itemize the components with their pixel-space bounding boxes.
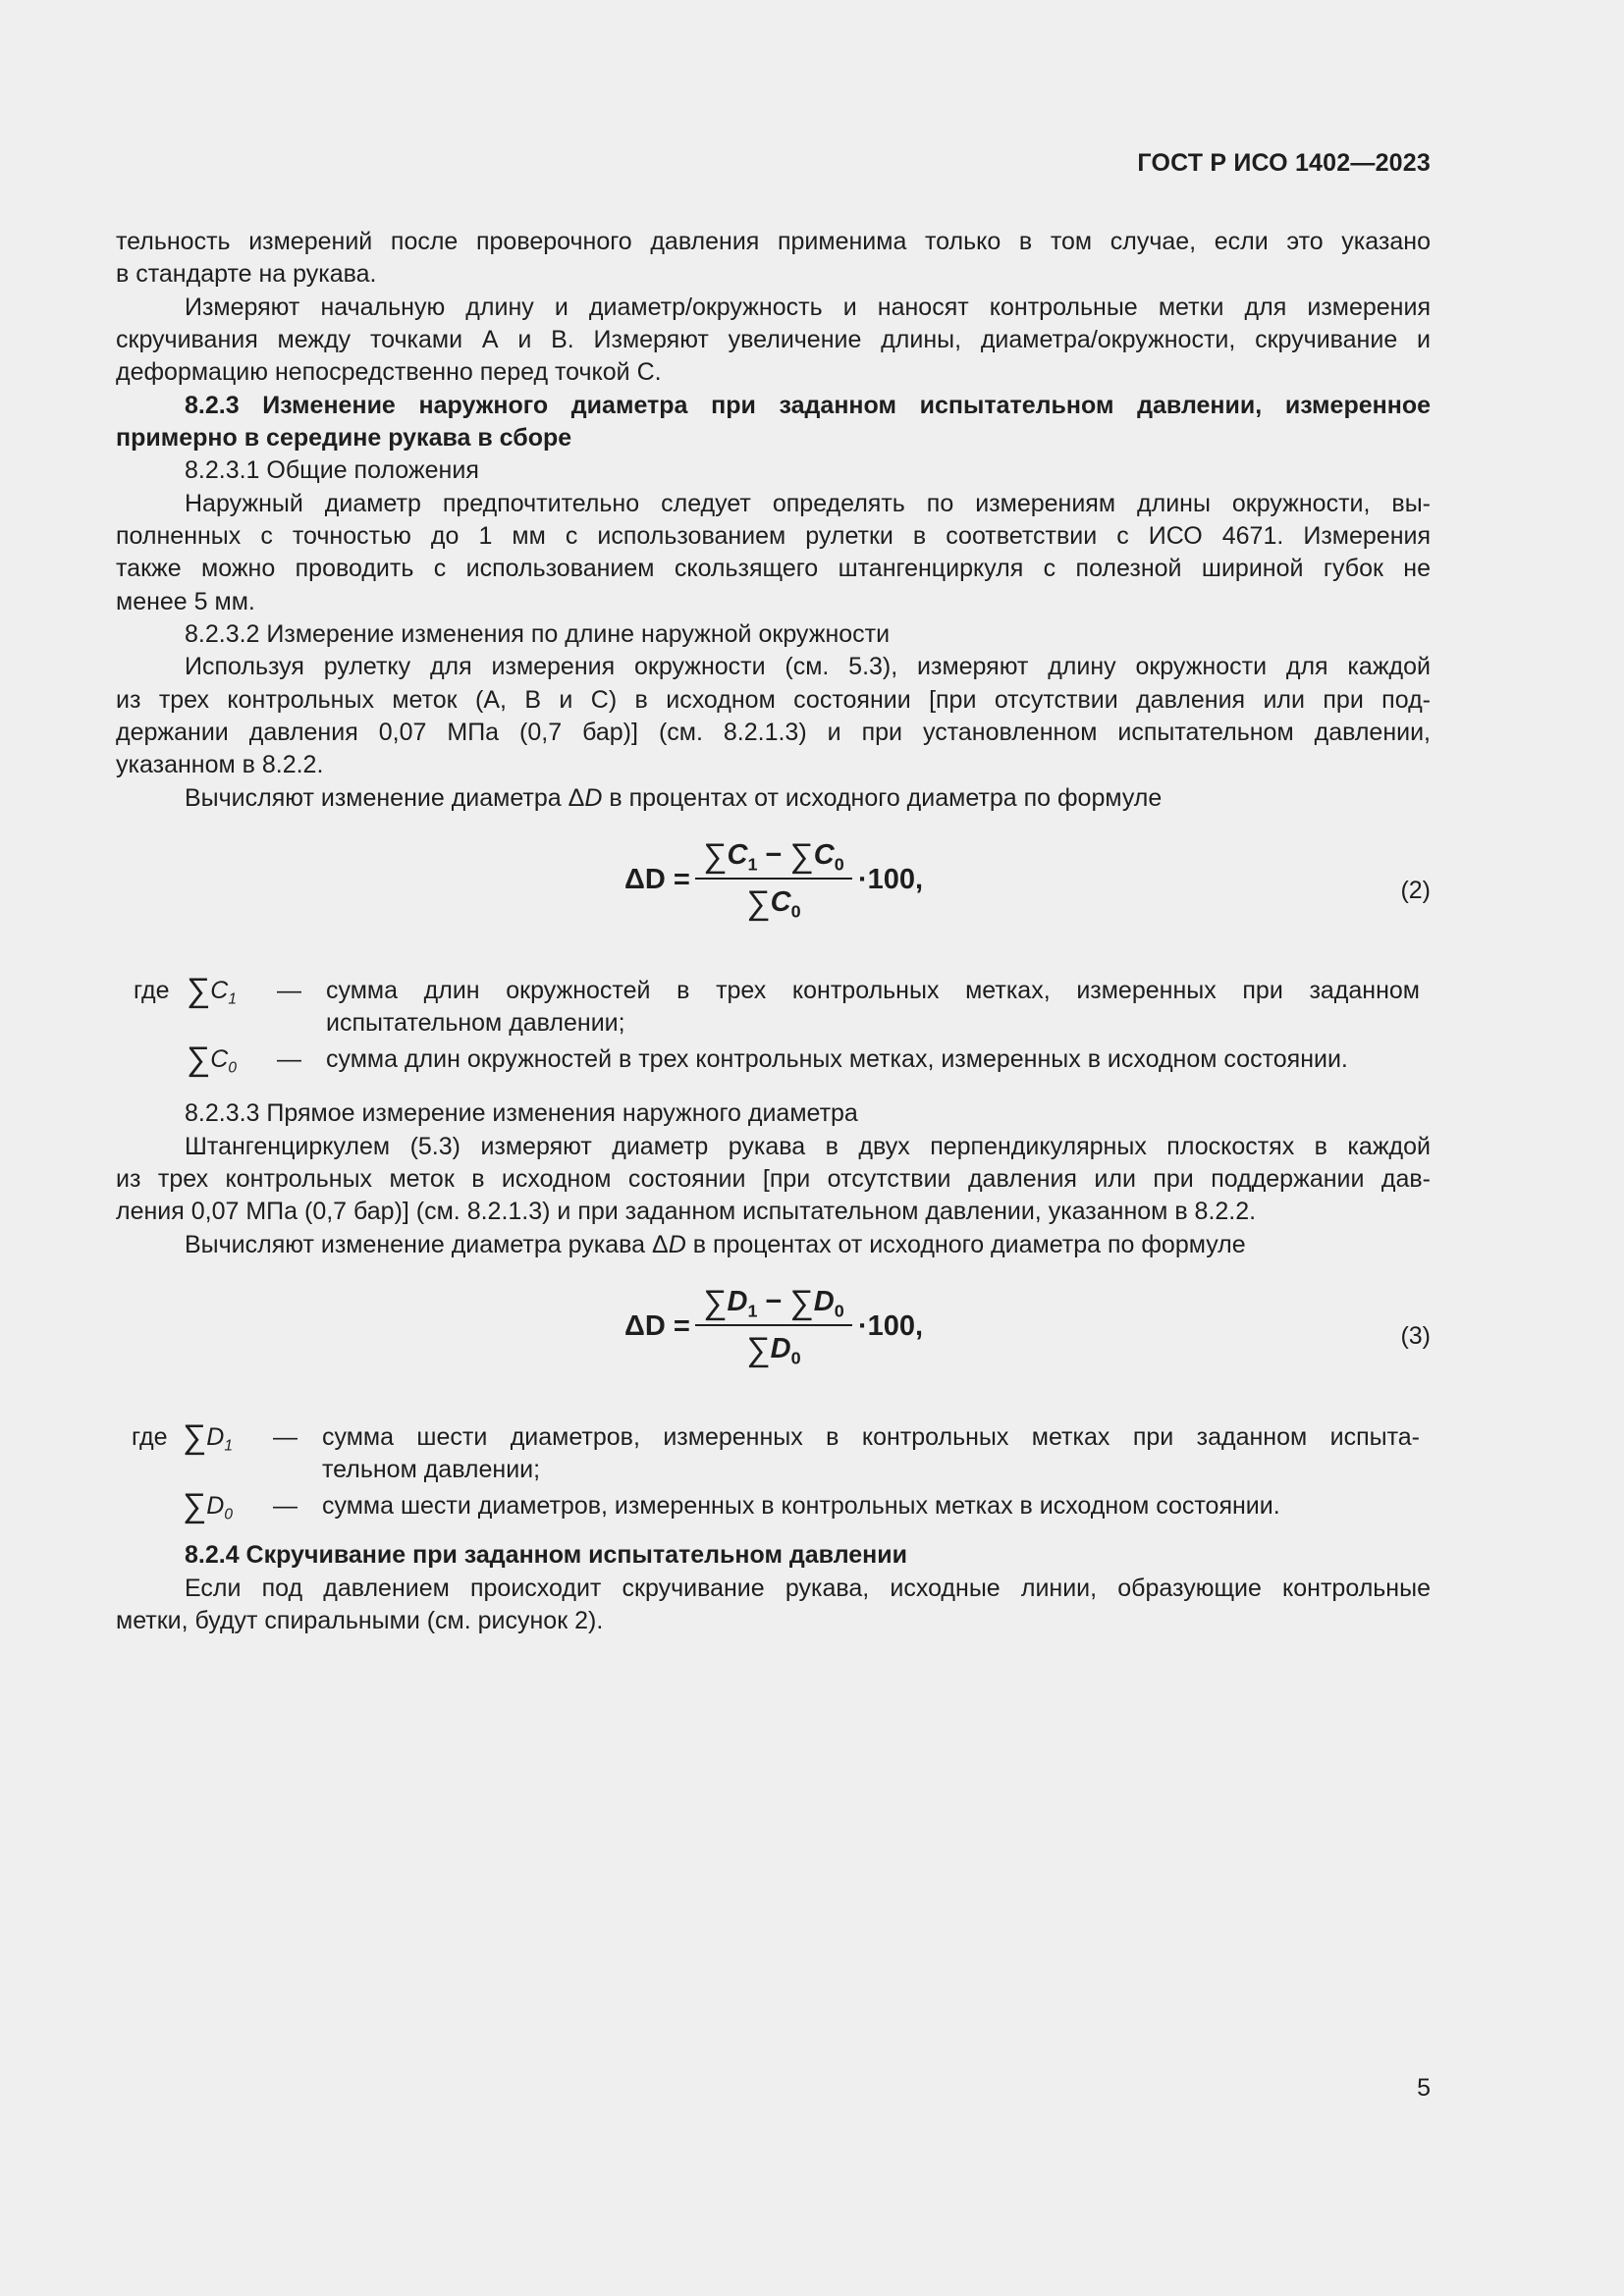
text-line: из трех контрольных меток в исходном состоянии [при отсутствии давления или при поддержании дав- (116, 1165, 1431, 1193)
text-line: менее 5 мм. (116, 588, 255, 615)
legend-label: где (132, 1423, 168, 1451)
legend-dash: — (273, 1423, 298, 1451)
legend-dash: — (273, 1492, 298, 1520)
text-line: Если под давлением происходит скручивание рукава, исходные линии, образующие контрольные (185, 1575, 1431, 1602)
legend-symbol: $\sum D_0$ (183, 1487, 233, 1524)
legend-dash: — (277, 1045, 301, 1073)
formula-fraction (695, 1281, 852, 1369)
text-line: Вычисляют изменение диаметра рукава ΔD в процентах от исходного диаметра по формуле (185, 1231, 1246, 1258)
subsection-heading: 8.2.3.1 Общие положения (185, 456, 479, 484)
text-line: держании давления 0,07 МПа (0,7 бар)] (см. 8.2.1.3) и при установленном испытательном давлении, (116, 719, 1431, 746)
text-line: ления 0,07 МПа (0,7 бар)] (см. 8.2.1.3) и при заданном испытательном давлении, указанном в 8.2.2. (116, 1198, 1257, 1225)
legend-text: тельном давлении; (322, 1456, 541, 1483)
equation-number: (2) (1400, 877, 1431, 904)
text-line: указанном в 8.2.2. (116, 751, 324, 778)
subsection-heading: 8.2.3.3 Прямое измерение изменения наружного диаметра (185, 1099, 858, 1127)
legend-text: сумма шести диаметров, измеренных в контрольных метках при заданном испыта- (322, 1423, 1420, 1451)
formula-legend-2 (0, 972, 1624, 1083)
legend-text: сумма длин окружностей в трех контрольных метках, измеренных при заданном (326, 977, 1420, 1004)
text-line: в стандарте на рукава. (116, 260, 377, 288)
legend-text: испытательном давлении; (326, 1009, 625, 1037)
section-heading: 8.2.3 Изменение наружного диаметра при заданном испытательном давлении, измеренное (185, 392, 1431, 419)
formula-rhs: ·100, (858, 1310, 924, 1342)
legend-symbol: $\sum D_1$ (183, 1418, 233, 1456)
legend-text: сумма длин окружностей в трех контрольных метках, измеренных в исходном состоянии. (326, 1045, 1348, 1073)
text-line: Измеряют начальную длину и диаметр/окружность и наносят контрольные метки для измерения (185, 294, 1431, 321)
text-line: Используя рулетку для измерения окружности (см. 5.3), измеряют длину окружности для каждой (185, 653, 1431, 680)
text-line: Вычисляют изменение диаметра ΔD в процентах от исходного диаметра по формуле (185, 784, 1163, 812)
text-line: Штангенциркулем (5.3) измеряют диаметр рукава в двух перпендикулярных плоскостях в каждой (185, 1133, 1431, 1160)
text-line: деформацию непосредственно перед точкой С. (116, 358, 662, 386)
equation-number: (3) (1400, 1322, 1431, 1350)
legend-symbol: $\sum C_0$ (187, 1041, 237, 1078)
fraction-bar (695, 1324, 852, 1326)
formula-rhs: ·100, (858, 864, 924, 895)
formula-denominator: $\sum C_0$ (746, 884, 801, 922)
text-line: скручивания между точками А и В. Измеряют увеличение длины, диаметра/окружности, скручивание и (116, 326, 1431, 353)
formula-lhs: ΔD = (624, 864, 690, 895)
formula-numerator: $\sum C_1 - \sum C_0$ (703, 837, 844, 875)
text-line: из трех контрольных меток (А, В и С) в исходном состоянии [при отсутствии давления или при под- (116, 686, 1431, 714)
text-line: Наружный диаметр предпочтительно следует определять по измерениям длины окружности, вы- (185, 490, 1431, 517)
section-heading: примерно в середине рукава в сборе (116, 424, 572, 452)
text-line: метки, будут спиральными (см. рисунок 2). (116, 1607, 604, 1634)
legend-dash: — (277, 977, 301, 1004)
text-line: также можно проводить с использованием скользящего штангенциркуля с полезной шириной губок не (116, 555, 1431, 582)
fraction-bar (695, 878, 852, 880)
section-heading: 8.2.4 Скручивание при заданном испытательном давлении (185, 1541, 907, 1569)
text-line: тельность измерений после проверочного давления применима только в том случае, если это указано (116, 228, 1431, 255)
legend-text: сумма шести диаметров, измеренных в контрольных метках в исходном состоянии. (322, 1492, 1280, 1520)
formula-numerator: $\sum D_1 - \sum D_0$ (703, 1284, 844, 1321)
page-number: 5 (1417, 2074, 1431, 2102)
subsection-heading: 8.2.3.2 Измерение изменения по длине наружной окружности (185, 620, 891, 648)
formula-denominator: $\sum D_0$ (746, 1331, 801, 1368)
document-header: ГОСТ Р ИСО 1402—2023 (1137, 149, 1431, 177)
legend-label: где (134, 977, 170, 1004)
formula-legend-3 (0, 1418, 1624, 1529)
formula-fraction (695, 834, 852, 923)
legend-symbol: $\sum C_1$ (187, 972, 237, 1009)
text-line: полненных с точностью до 1 мм с использованием рулетки в соответствии с ИСО 4671. Измерения (116, 522, 1431, 550)
formula-lhs: ΔD = (624, 1310, 690, 1342)
